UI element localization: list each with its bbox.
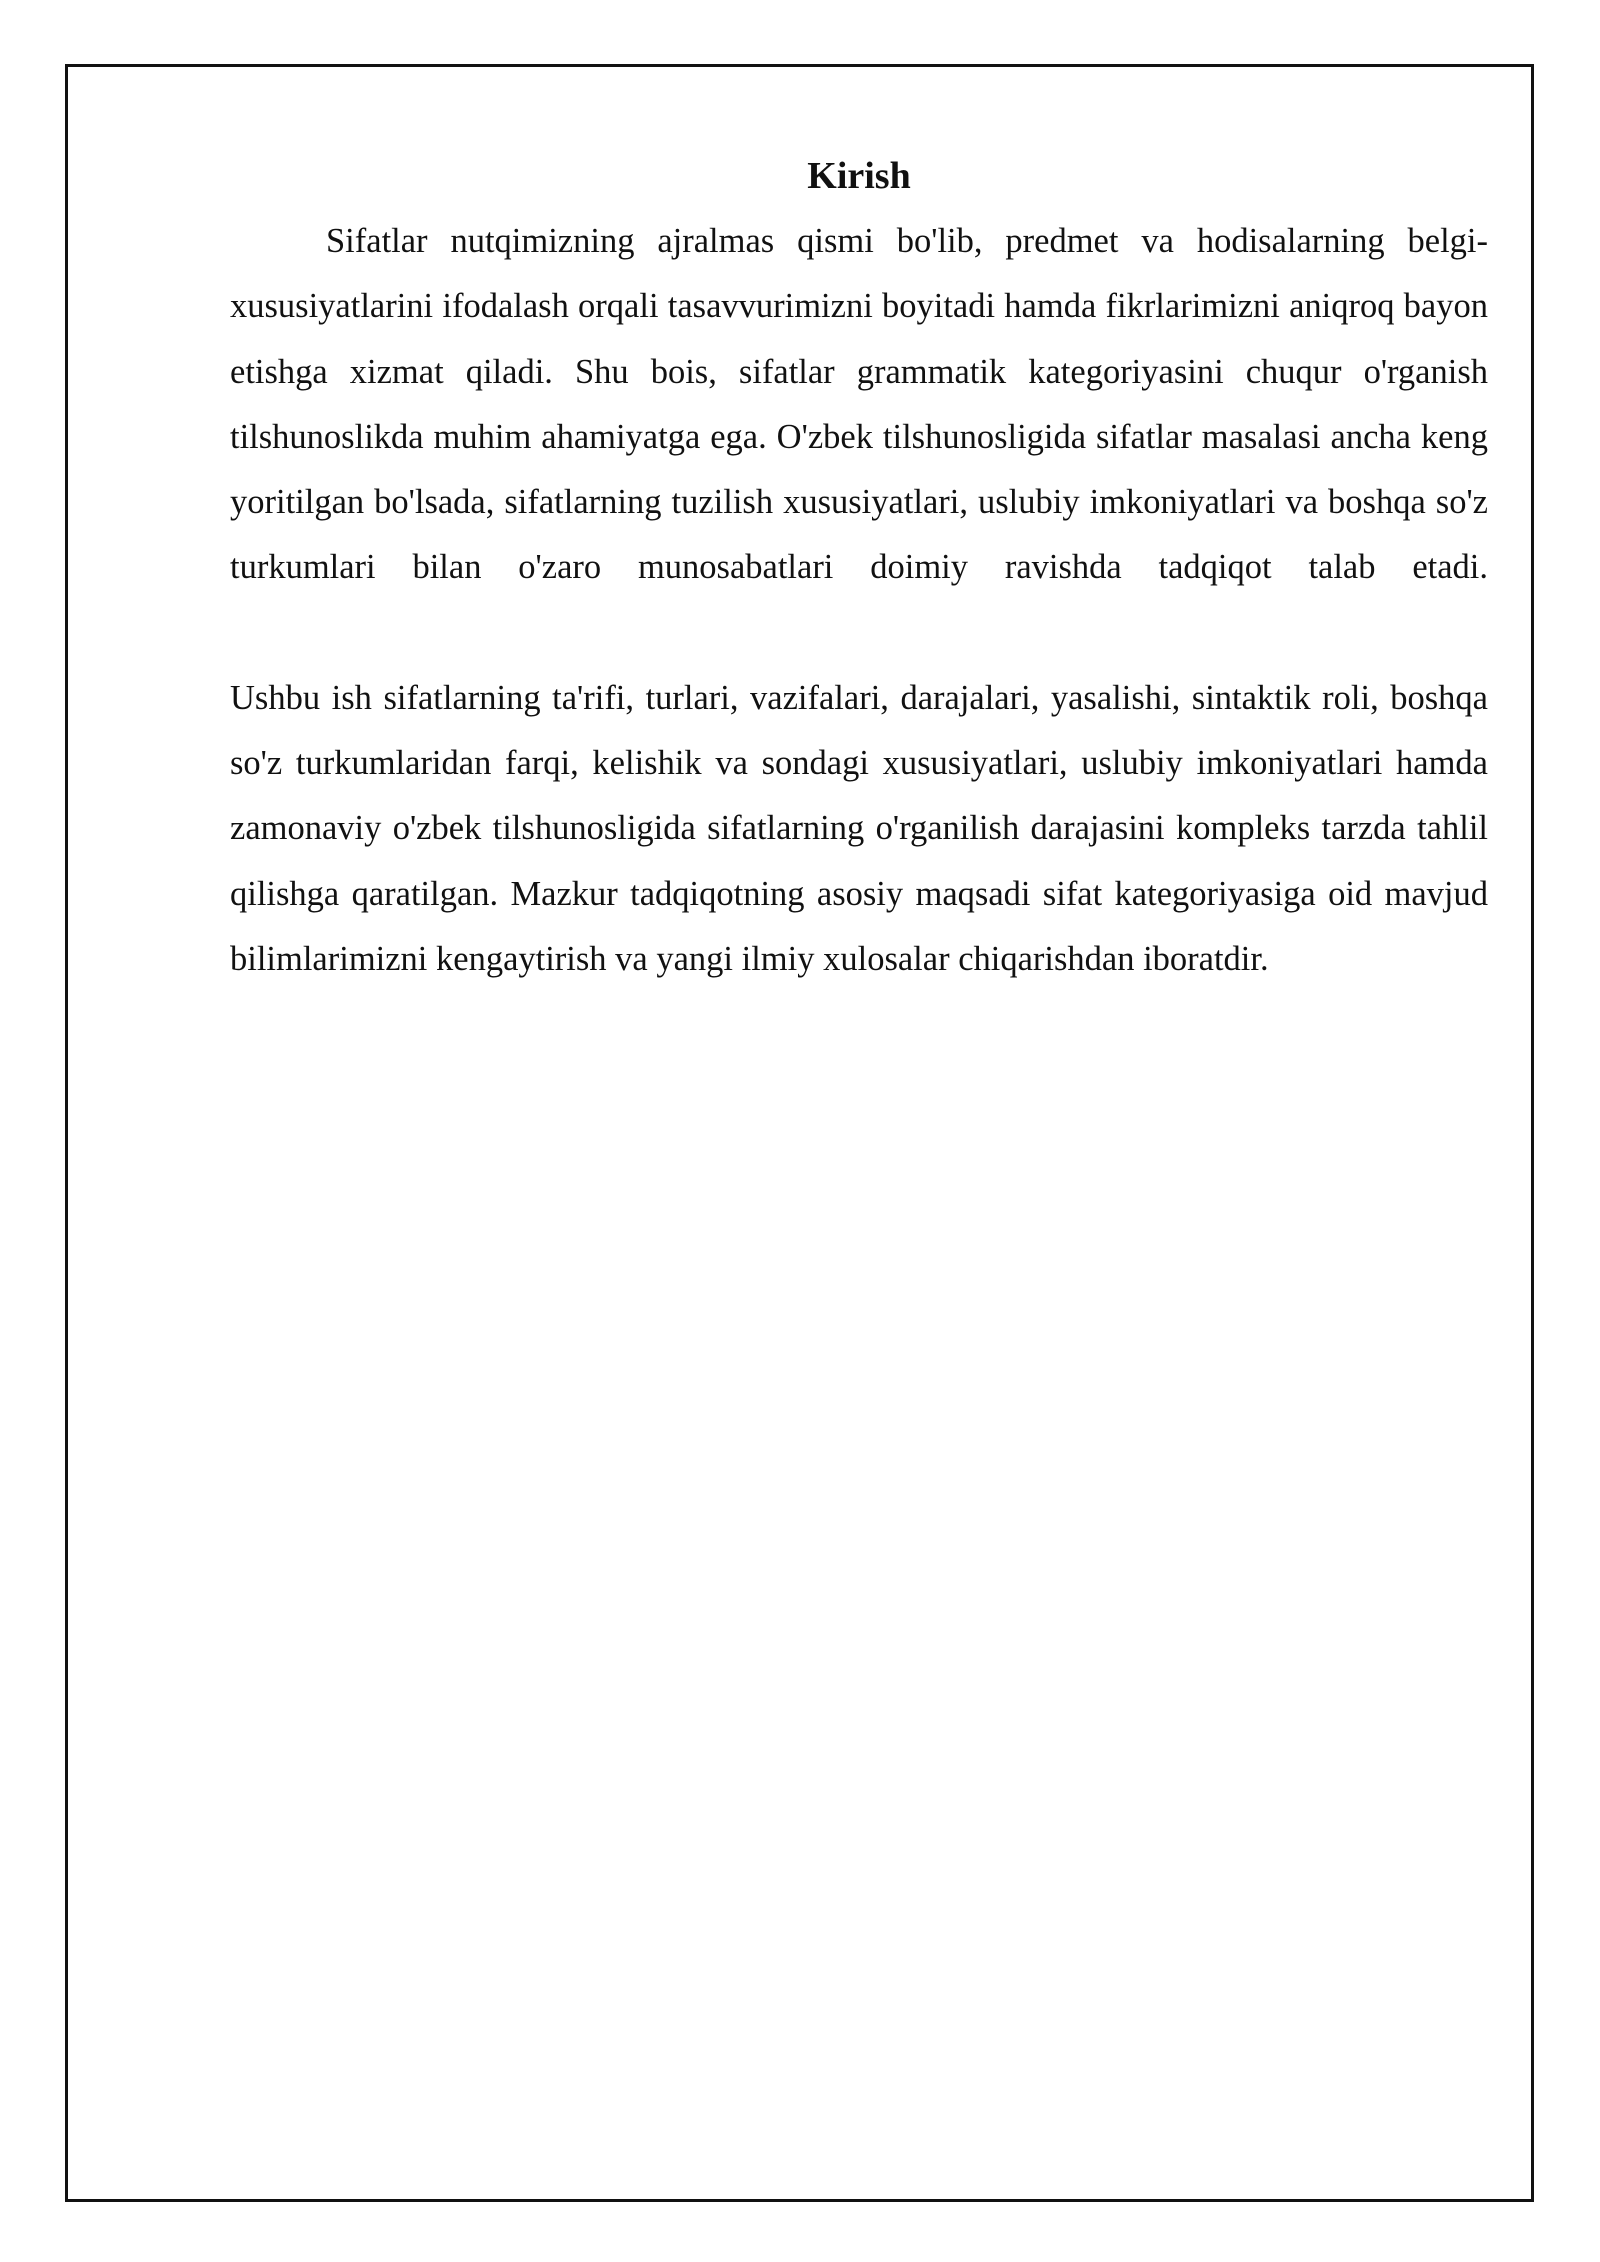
document-body [230, 150, 1488, 992]
paragraph-purpose: Ushbu ish sifatlarning ta'rifi, turlari, vazifalari, darajalari, yasalishi, sintaktik roli, boshqa so'z turkumlaridan farqi, kelishik va sondagi xususiyatlari, uslubiy imkoniyatlari hamda zamonaviy o'zbek tilshunosligida sifatlarning o'rganilish darajasini kompleks tarzda tahlil qilishga qaratilgan. Mazkur tadqiqotning asosiy maqsadi sifat kategoriyasiga oid mavjud bilimlarimizni kengaytirish va yangi ilmiy xulosalar chiqarishdan iboratdir. [230, 678, 1488, 978]
paragraph-spacer [230, 601, 1488, 666]
document-title: Kirish [807, 155, 911, 197]
paragraph-intro: Sifatlar nutqimizning ajralmas qismi bo'lib, predmet va hodisalarning belgi-xususiyatlarini ifodalash orqali tasavvurimizni boyitadi hamda fikrlarimizni aniqroq bayon etishga xizmat qiladi. Shu bois, sifatlar grammatik kategoriyasini chuqur o'rganish tilshunoslikda muhim ahamiyatga ega. O'zbek tilshunosligida sifatlar masalasi ancha keng yoritilgan bo'lsada, sifatlarning tuzilish xususiyatlari, uslubiy imkoniyatlari va boshqa so'z turkumlari bilan o'zaro munosabatlari doimiy ravishda tadqiqot talab etadi. [230, 222, 1488, 587]
